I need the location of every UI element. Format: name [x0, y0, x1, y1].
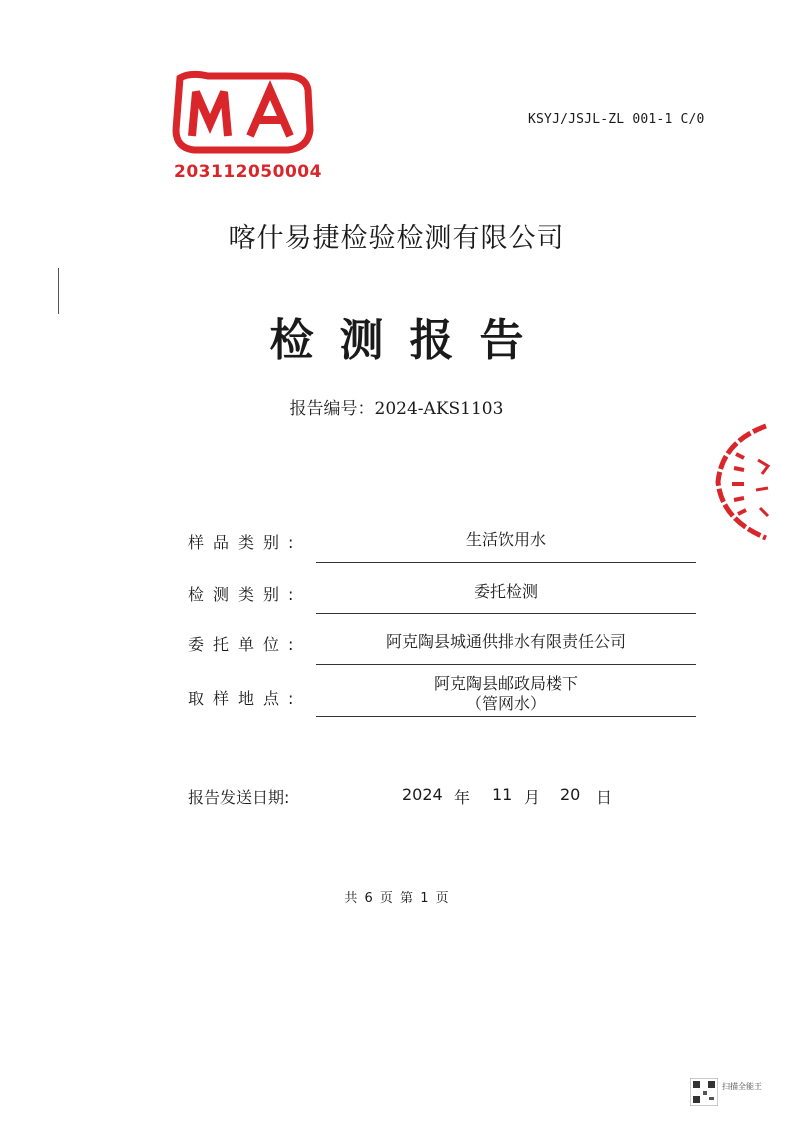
- send-date-label: 报告发送日期:: [188, 788, 290, 807]
- sampling-site-label: 取样地点:: [188, 689, 303, 708]
- document-code: KSYJ/JSJL-ZL 001-1 C/0: [528, 112, 705, 127]
- cma-number: 203112050004: [174, 162, 322, 182]
- send-date-month-unit: 月: [524, 788, 541, 807]
- qr-code-icon: [690, 1078, 718, 1106]
- sample-category-value: 生活饮用水: [465, 530, 546, 549]
- test-category-value: 委托检测: [473, 582, 538, 601]
- divider: [316, 613, 696, 614]
- divider: [316, 716, 696, 717]
- company-name: 喀什易捷检验检测有限公司: [228, 223, 565, 254]
- send-date-day: 20: [560, 785, 581, 804]
- client-label: 委托单位:: [188, 635, 303, 654]
- page-info: 共 6 页 第 1 页: [344, 891, 449, 906]
- divider: [316, 664, 696, 665]
- send-date-year: 2024: [402, 785, 443, 804]
- test-category-label: 检测类别:: [188, 585, 303, 604]
- client-value: 阿克陶县城通供排水有限责任公司: [385, 632, 626, 651]
- sample-category-label: 样品类别:: [188, 533, 303, 552]
- cma-logo-icon: [168, 70, 318, 162]
- sampling-site-value-line2: （管网水）: [465, 694, 546, 713]
- sampling-site-value: 阿克陶县邮政局楼下: [433, 674, 578, 693]
- send-date-month: 11: [492, 785, 513, 804]
- send-date-year-unit: 年: [454, 788, 471, 807]
- send-date-day-unit: 日: [596, 788, 613, 807]
- seal-stamp-icon: [708, 420, 793, 545]
- divider: [316, 562, 696, 563]
- report-number: 报告编号：2024-AKS1103: [289, 399, 504, 419]
- scanner-badge: 扫描全能王: [722, 1082, 762, 1091]
- page-title: 检测报告: [269, 315, 550, 366]
